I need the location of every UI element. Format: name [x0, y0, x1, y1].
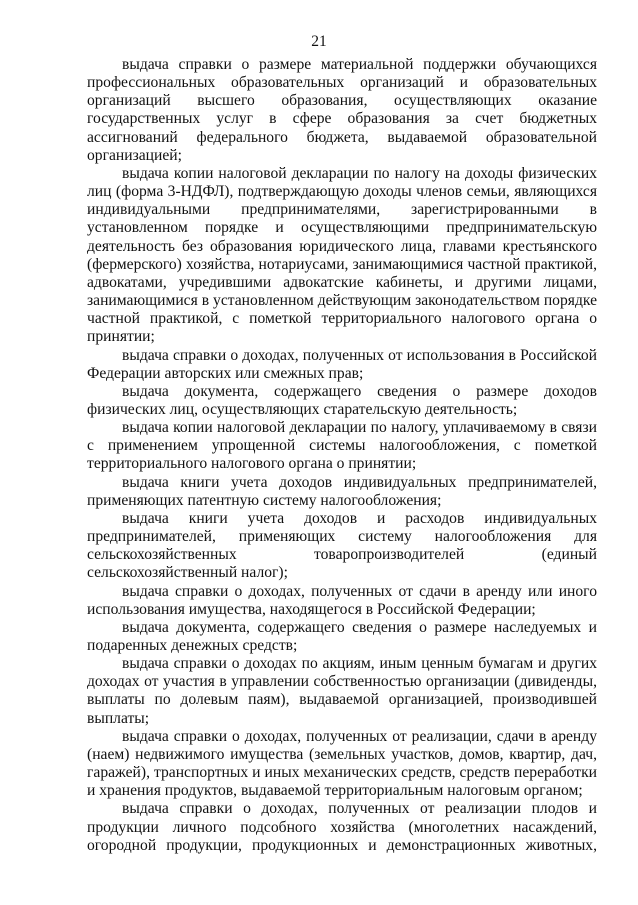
- paragraph: выдача документа, содержащего сведения о размере доходов физических лиц, осуществляющих старательскую деятельность;: [87, 382, 597, 418]
- paragraph: выдача справки о доходах, полученных от сдачи в аренду или иного использования имущества, находящегося в Российской Федерации;: [87, 582, 597, 618]
- paragraph: выдача справки о размере материальной поддержки обучающихся профессиональных образовательных организаций и образовательных организаций высшего образования, осуществляющих оказание государственных услуг в сфере образования за счет бюджетных ассигнований федерального бюджета, выдаваемой образовательной организацией;: [87, 56, 597, 164]
- page-number: 21: [311, 33, 327, 50]
- document-body: [87, 56, 597, 855]
- paragraph: выдача справки о доходах по акциям, иным ценным бумагам и других доходах от участия в управлении собственностью организации (дивиденды, выплаты по долевым паям), выдаваемой организацией, производившей выплаты;: [87, 655, 597, 727]
- paragraph: выдача копии налоговой декларации по налогу, уплачиваемому в связи с применением упрощенной системы налогообложения, с пометкой территориального налогового органа о принятии;: [87, 419, 597, 473]
- paragraph: выдача книги учета доходов и расходов индивидуальных предпринимателей, применяющих систему налогообложения для сельскохозяйственных товаропроизводителей (единый сельскохозяйственный налог);: [87, 509, 597, 582]
- paragraph: выдача справки о доходах, полученных от использования в Российской Федерации авторских или смежных прав;: [87, 346, 597, 382]
- paragraph: выдача справки о доходах, полученных от реализации плодов и продукции личного подсобного хозяйства (многолетних насаждений, огородной продукции, продукционных и демонстрационных животных,: [87, 800, 597, 854]
- paragraph: выдача документа, содержащего сведения о размере наследуемых и подаренных денежных средств;: [87, 618, 597, 654]
- paragraph: выдача книги учета доходов индивидуальных предпринимателей, применяющих патентную систему налогообложения;: [87, 473, 597, 509]
- paragraph: выдача копии налоговой декларации по налогу на доходы физических лиц (форма 3-НДФЛ), подтверждающую доходы членов семьи, являющихся индивидуальными предпринимателями, зарегистрированными в установленном порядке и осуществляющими предпринимательскую деятельность без образования юридического лица, главами крестьянского (фермерского) хозяйства, нотариусами, занимающимися частной практикой, адвокатами, учредившими адвокатские кабинеты, и другими лицами, занимающимися в установленном действующим законодательством порядке частной практикой, с пометкой территориального налогового органа о принятии;: [87, 164, 597, 346]
- paragraph: выдача справки о доходах, полученных от реализации, сдачи в аренду (наем) недвижимого имущества (земельных участков, домов, квартир, дач, гаражей), транспортных и иных механических средств, средств переработки и хранения продуктов, выдаваемой территориальным налоговым органом;: [87, 727, 597, 800]
